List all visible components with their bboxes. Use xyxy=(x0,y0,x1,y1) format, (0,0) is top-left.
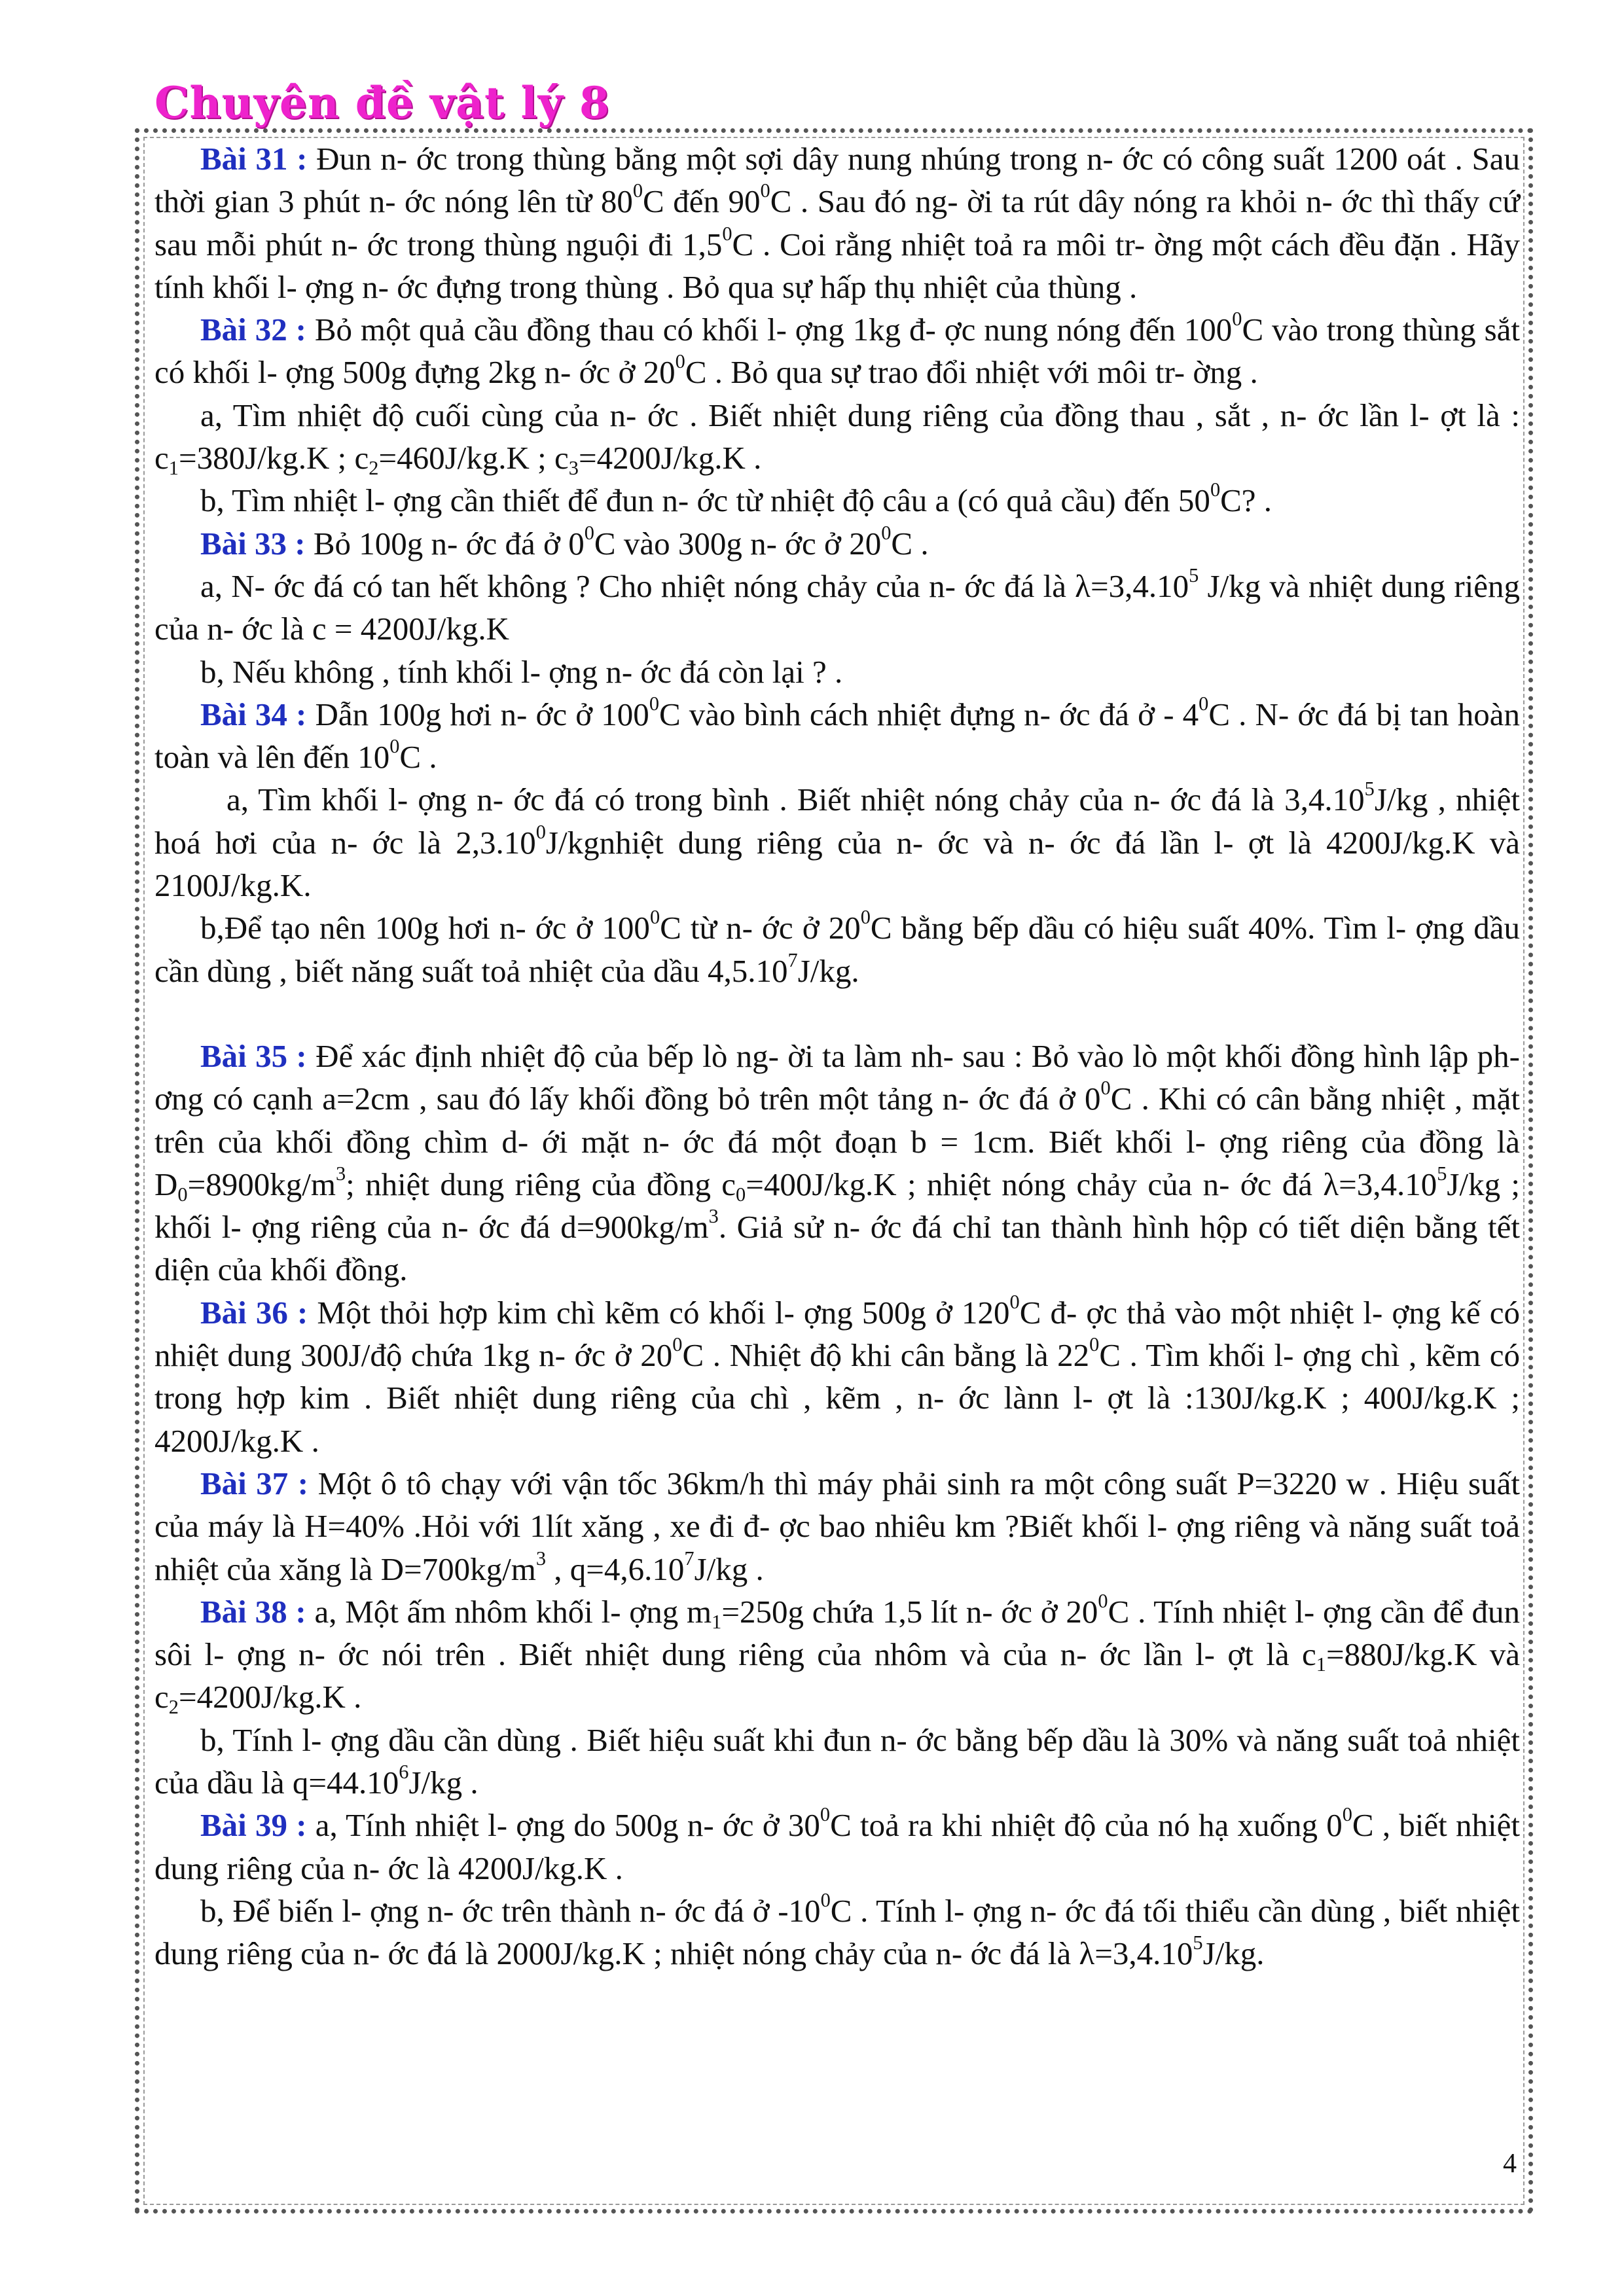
problem-37 xyxy=(154,1462,1520,1590)
problem-label: Bài 36 : xyxy=(200,1294,308,1331)
problem-36 xyxy=(154,1291,1520,1462)
problem-text: Dẫn 100g hơi n- ớc ở $100^0C$ vào bình cách nhiệt đựng n- ớc đá ở - $4^0C$ . N- ớc đá bị tan hoàn toàn và lên đến $10^0C$ . xyxy=(154,692,1520,776)
problem-text: Đun n- ớc trong thùng bằng một sợi dây nung nhúng trong n- ớc có công suất 1200 oát . Sau thời gian 3 phút n- ớc nóng lên từ $80^0C$ đến $90^0C$ . Sau đó ng- ời ta rút dây nóng ra khỏi n- ớc thì thấy cứ sau mỗi phút n- ớc trong thùng nguội đi $1,5^0C$ . Coi rằng nhiệt toả ra môi tr- ờng một cách đều đặn . Hãy tính khối l- ợng n- ớc đựng trong thùng . Bỏ qua sự hấp thụ nhiệt của thùng . xyxy=(154,141,1520,305)
problem-39-part-b: b, Để biến l- ợng n- ớc trên thành n- ớc đá ở $-10^0C$ . Tính l- ợng n- ớc đá tối thiểu cần dùng , biết nhiệt dung riêng của n- ớc đá là 2000J/kg.K ; nhiệt nóng chảy của n- ớc đá là $\lambda=3,4.10^5J/kg$. xyxy=(154,1889,1520,1972)
problem-label: Bài 33 : xyxy=(200,525,306,562)
problem-34-part-b: b,Để tạo nên 100g hơi n- ớc ở $100^0C$ từ n- ớc ở $20^0C$ bằng bếp dầu có hiệu suất 40%. Tìm l- ợng dầu cần dùng , biết năng suất toả nhiệt của dầu 4,5.10$^7$J/kg. xyxy=(154,906,1521,989)
problem-text: a, Một ấm nhôm khối l- ợng $m_1=250g$ chứa 1,5 lít n- ớc ở $20^0C$ . Tính nhiệt l- ợng cần để đun sôi l- ợng n- ớc nói trên . Biết nhiệt dung riêng của nhôm và của n- ớc lần l- ợt là $c_1=880J/kg.K$ và $c_2=4200J/kg.K$ . xyxy=(154,1590,1521,1719)
problem-text: Một thỏi hợp kim chì kẽm có khối l- ợng 500g ở $120^0C$ đ- ợc thả vào một nhiệt l- ợng kế có nhiệt dung 300J/độ chứa 1kg n- ớc ở $20^0C$ . Nhiệt độ khi cân bằng là $22^0C$ . Tìm khối l- ợng chì , kẽm có trong hợp kim . Biết nhiệt dung riêng của chì , kẽm , n- ớc lànn l- ợt là :130J/kg.K ; 400J/kg.K ; 4200J/kg.K . xyxy=(154,1290,1520,1459)
problem-label: Bài 32 : xyxy=(200,312,306,348)
problem-label: Bài 31 : xyxy=(200,141,308,177)
problem-label: Bài 39 : xyxy=(200,1807,307,1844)
problem-33 xyxy=(154,522,1520,565)
problem-32 xyxy=(154,308,1520,394)
problem-text: Bỏ một quả cầu đồng thau có khối l- ợng 1kg đ- ợc nung nóng đến $100^0C$ vào trong thùng sắt có khối l- ợng 500g đựng 2kg n- ớc ở $20^0C$ . Bỏ qua sự trao đổi nhiệt với môi tr- ờng . xyxy=(154,308,1520,391)
problem-label: Bài 38 : xyxy=(200,1593,306,1630)
problem-32-part-b: b, Tìm nhiệt l- ợng cần thiết để đun n- ớc từ nhiệt độ câu a (có quả cầu) đến $50^0C$? . xyxy=(200,478,1272,519)
problem-34 xyxy=(154,693,1520,779)
problem-text: Bỏ 100g n- ớc đá ở $0^0C$ vào 300g n- ớc ở $20^0C$ . xyxy=(305,521,929,562)
problem-label: Bài 35 : xyxy=(200,1037,307,1074)
problem-34-part-a: a, Tìm khối l- ợng n- ớc đá có trong bình . Biết nhiệt nóng chảy của n- ớc đá là 3,4.10$^5$J/kg , nhiệt hoá hơi của n- ớc là 2,3.10$^0$J/kgnhiệt dung riêng của n- ớc và n- ớc đá lần l- ợt là 4200J/kg.K và 2100J/kg.K. xyxy=(154,778,1520,904)
problem-33-part-b: b, Nếu không , tính khối l- ợng n- ớc đá còn lại ? . xyxy=(200,653,843,690)
problem-32-part-a: a, Tìm nhiệt độ cuối cùng của n- ớc . Biết nhiệt dung riêng của đồng thau , sắt , n- ớc lần l- ợt là : $c_1=380J/kg.K$ ; $c_2=460J/kg.K$ ; $c_3=4200J/kg.K$ . xyxy=(154,397,1520,480)
problem-39 xyxy=(154,1804,1520,1890)
problem-label: Bài 34 : xyxy=(200,696,307,732)
problem-38 xyxy=(154,1590,1520,1719)
problem-text: Để xác định nhiệt độ của bếp lò ng- ời ta làm nh- sau : Bỏ vào lò một khối đồng hình lập ph- ơng có cạnh a=2cm , sau đó lấy khối đồng bỏ trên một tảng n- ớc đá ở $0^0C$ . Khi có cân bằng nhiệt , mặt trên của khối đồng chìm d- ới mặt n- ớc đá một đoạn b = 1cm. Biết khối l- ợng riêng của đồng là $D_0=8900kg/m^3$; nhiệt dung riêng của đồng $c_0=400J/kg.K$ ; nhiệt nóng chảy của n- ớc đá $\lambda=3,4.10^5J/kg$ ; khối l- ợng riêng của n- ớc đá $d=900kg/m^3$. Giả sử n- ớc đá chỉ tan thành hình hộp có tiết diện bằng tết diện của khối đồng. xyxy=(154,1037,1521,1288)
problem-label: Bài 37 : xyxy=(200,1465,309,1501)
problem-31 xyxy=(154,137,1520,308)
problem-text: a, Tính nhiệt l- ợng do 500g n- ớc ở $30^0C$ toả ra khi nhiệt độ của nó hạ xuống $0^0C$ , biết nhiệt dung riêng của n- ớc là 4200J/kg.K . xyxy=(154,1803,1520,1886)
problem-38-part-b: b, Tính l- ợng dầu cần dùng . Biết hiệu suất khi đun n- ớc bằng bếp dầu là 30% và năng suất toả nhiệt của dầu là $q=44.10^6J/kg$ . xyxy=(154,1721,1520,1801)
problem-33-part-a: a, N- ớc đá có tan hết không ? Cho nhiệt nóng chảy của n- ớc đá là $\lambda=3,4.10^5$ J/kg và nhiệt dung riêng của n- ớc là c = 4200J/kg.K xyxy=(154,564,1520,647)
page-header-title: Chuyên đề vật lý 8 xyxy=(154,77,610,128)
spacer xyxy=(154,992,1520,1035)
problem-35 xyxy=(154,1035,1520,1291)
problem-list xyxy=(154,137,1520,1975)
page-number: 4 xyxy=(1503,2149,1517,2179)
problem-text: Một ô tô chạy với vận tốc 36km/h thì máy phải sinh ra một công suất P=3220 w . Hiệu suất của máy là H=40% .Hỏi với 1lít xăng , xe đi đ- ợc bao nhiêu km ?Biết khối l- ợng riêng và năng suất toả nhiệt của xăng là $D=700kg/m^3$ , $q=4,6.10^7J/kg$ . xyxy=(154,1465,1520,1587)
